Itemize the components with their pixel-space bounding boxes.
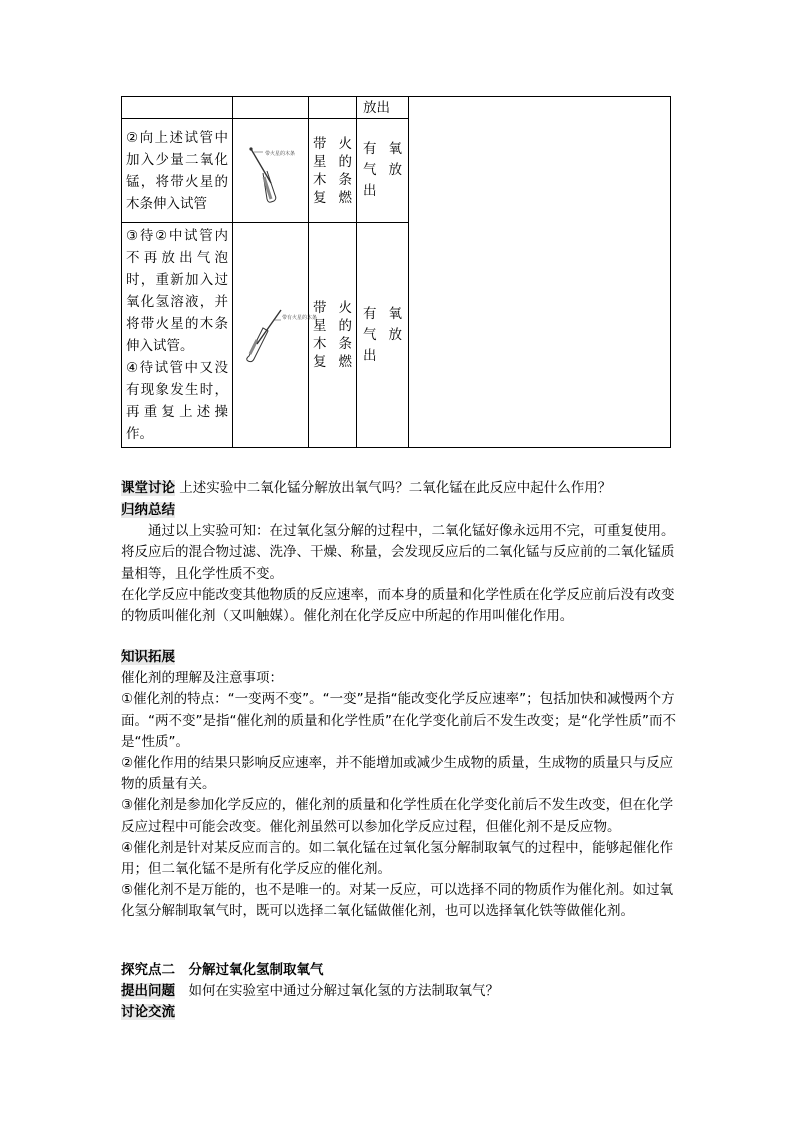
section-label: 讨论交流 xyxy=(121,1004,175,1021)
step-cell: ③待②中试管内不再放出气泡时，重新加入过氧化氢溶液，并将带火星的木条伸入试管。 ④待试管中又没有现象发生时，再重复上述操作。 xyxy=(122,223,233,448)
list-item: ③催化剂是参加化学反应的，催化剂的质量和化学性质在化学变化前后不发生改变，但在化学反应过程中可能会改变。催化剂虽然可以参加化学反应过程，但催化剂不是反应物。 xyxy=(121,797,674,835)
conclusion-cell: 有氧 气放 出 xyxy=(357,223,409,448)
discussion-line xyxy=(121,478,677,499)
section-label: 归纳总结 xyxy=(121,502,175,518)
figure-cell xyxy=(233,223,318,448)
summary-paragraph: 通过以上实验可知：在过氧化氢分解的过程中，二氧化锰好像永远用不完，可重复使用。将反应后的混合物过滤、洗净、干燥、称量，会发现反应后的二氧化锰与反应前的二氧化锰质量相等，且化学性质不变。 xyxy=(121,523,675,582)
section-label: 知识拓展 xyxy=(121,649,175,665)
blank-cell xyxy=(409,97,671,448)
observation-cell: 带火 星的 木条 复燃 xyxy=(309,119,357,223)
section-label: 提出问题 xyxy=(121,983,175,1000)
figure-cell xyxy=(233,119,309,223)
inquiry-block xyxy=(121,960,677,1024)
section-label: 课堂讨论 xyxy=(121,480,175,496)
extension-block xyxy=(121,647,677,923)
figure-label: 带火星的木条 xyxy=(265,150,296,157)
list-item: ①催化剂的特点：“一变两不变”。“一变”是指“能改变化学反应速率”；包括加快和减慢两个方面。“两不变”是指“催化剂的质量和化学性质”在化学变化前后不发生改变；是“化学性质”而不是“性质”。 xyxy=(121,691,676,750)
conclusion-cell: 有氧 气放 出 xyxy=(357,119,409,223)
conclusion-cell: 放出 xyxy=(357,97,409,119)
list-item: ②催化作用的结果只影响反应速率，并不能增加或减少生成物的质量，生成物的质量只与反应物的质量有关。 xyxy=(121,755,674,793)
discussion-text: 上述实验中二氧化锰分解放出氧气吗？二氧化锰在此反应中起什么作用？ xyxy=(175,480,612,496)
summary-paragraph: 在化学反应中能改变其他物质的反应速率，而本身的质量和化学性质在化学反应前后没有改变的物质叫催化剂（又叫触媒）。催化剂在化学反应中所起的作用叫催化作用。 xyxy=(121,586,675,625)
experiment-table xyxy=(121,96,671,448)
inquiry-title: 探究点二 分解过氧化氢制取氧气 xyxy=(121,962,324,978)
question-text: 如何在实验室中通过分解过氧化氢的方法制取氧气？ xyxy=(175,983,499,1000)
observation-cell: 带火 星的 木条 复燃 xyxy=(309,223,357,448)
summary-block xyxy=(121,500,677,627)
list-item: ④催化剂是针对某反应而言的。如二氧化锰在过氧化氢分解制取氧气的过程中，能够起催化作用；但二氧化锰不是所有化学反应的催化剂。 xyxy=(121,839,674,878)
extension-intro: 催化剂的理解及注意事项： xyxy=(121,670,283,687)
test-tube-splint-illustration xyxy=(233,288,318,378)
figure-label: 带有火星的木条 xyxy=(282,315,318,321)
step-cell: ②向上述试管中加入少量二氧化锰，将带火星的木条伸入试管 xyxy=(122,119,233,223)
list-item: ⑤催化剂不是万能的，也不是唯一的。对某一反应，可以选择不同的物质作为催化剂。如过氧化氢分解制取氧气时，既可以选择二氧化锰做催化剂，也可以选择氧化铁等做催化剂。 xyxy=(121,882,674,920)
test-tube-splint-illustration xyxy=(233,129,307,209)
table-row xyxy=(122,97,671,119)
